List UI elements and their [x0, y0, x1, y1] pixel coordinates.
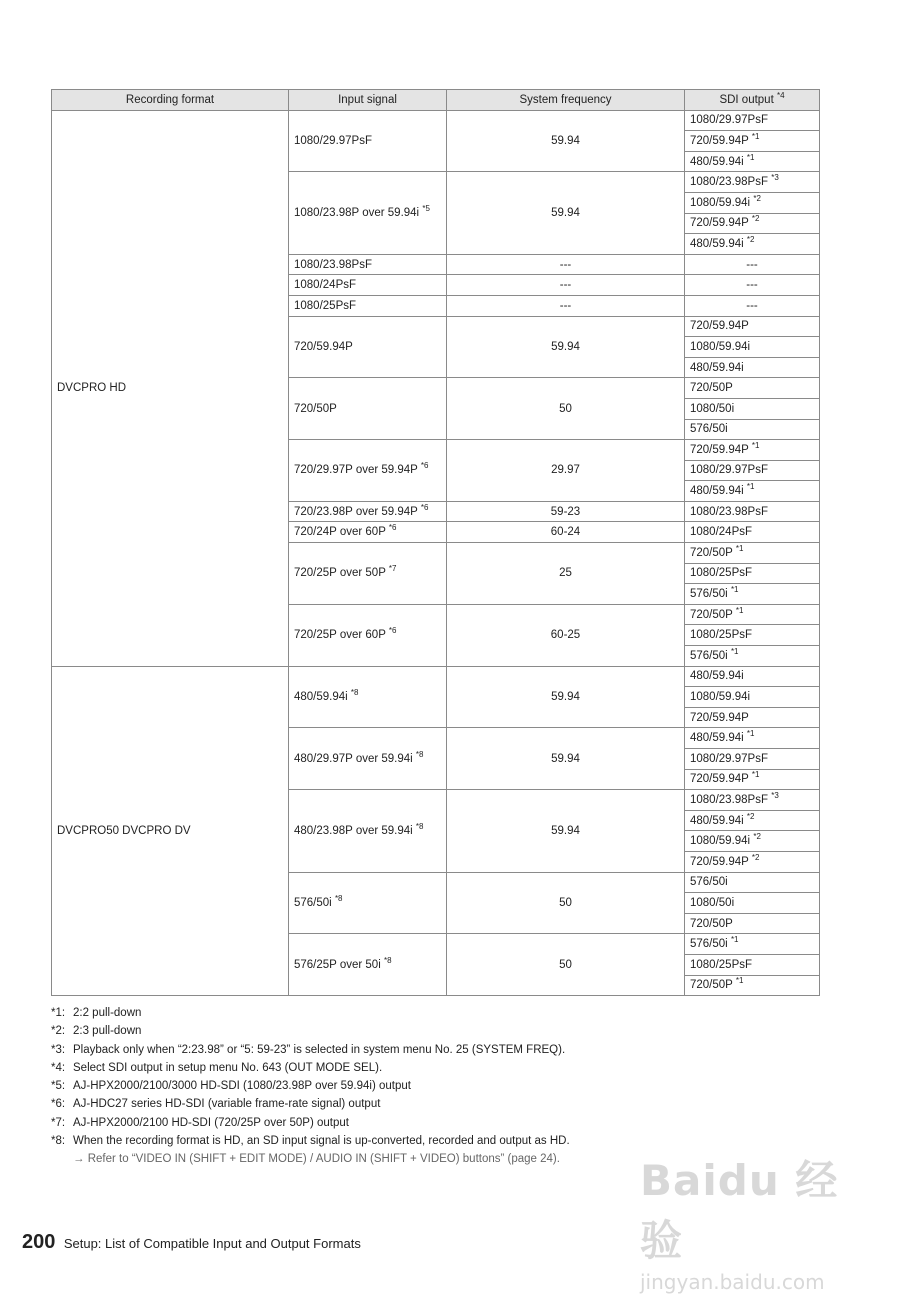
- input-signal-cell: [289, 254, 447, 275]
- input-signal-cell: [289, 440, 447, 502]
- baidu-watermark: [640, 1148, 870, 1294]
- footnote-key: *7:: [51, 1116, 66, 1129]
- sdi-output-text: 1080/59.94i: [690, 835, 751, 848]
- footnote-key: *5:: [51, 1080, 66, 1093]
- footnote-key: *3:: [51, 1043, 66, 1056]
- input-signal-text: 1080/24PsF: [294, 279, 357, 292]
- input-signal-cell: [289, 934, 447, 996]
- system-frequency-cell: 59.94: [447, 790, 685, 872]
- footnote: [51, 1041, 851, 1059]
- sdi-output-text: 480/59.94i: [690, 670, 744, 683]
- header-system-frequency: System frequency: [447, 90, 685, 111]
- sdi-output-cell: [685, 687, 820, 708]
- sdi-output-text: ---: [746, 279, 758, 292]
- sdi-output-cell: [685, 872, 820, 893]
- system-frequency-cell: 60-24: [447, 522, 685, 543]
- watermark-logo: Baidu 经验: [640, 1156, 839, 1265]
- sdi-output-cell: [685, 357, 820, 378]
- sdi-output-text: 720/59.94P: [690, 320, 749, 333]
- input-signal-text: 480/23.98P over 59.94i: [294, 824, 413, 837]
- input-signal-cell: [289, 728, 447, 790]
- sdi-output-text: 576/50i: [690, 938, 728, 951]
- input-signal-text: 720/25P over 60P: [294, 629, 386, 642]
- input-signal-cell: [289, 172, 447, 254]
- sdi-output-note: *2: [753, 193, 761, 203]
- sdi-output-note: *3: [771, 173, 779, 183]
- footnote: [51, 1095, 851, 1113]
- input-signal-cell: [289, 316, 447, 378]
- system-frequency-cell: 50: [447, 872, 685, 934]
- footnote-key: *2:: [51, 1025, 66, 1038]
- system-frequency-cell: 59.94: [447, 110, 685, 172]
- compatibility-table: [51, 89, 820, 996]
- input-signal-text: 480/29.97P over 59.94i: [294, 752, 413, 765]
- sdi-output-cell: [685, 419, 820, 440]
- sdi-output-cell: [685, 337, 820, 358]
- sdi-output-cell: [685, 851, 820, 872]
- input-signal-cell: [289, 522, 447, 543]
- sdi-output-cell: [685, 440, 820, 461]
- sdi-output-text: 720/50P: [690, 608, 733, 621]
- sdi-output-cell: [685, 275, 820, 296]
- sdi-output-text: 1080/59.94i: [690, 340, 751, 353]
- input-signal-cell: [289, 378, 447, 440]
- recording-format-cell: DVCPRO HD: [52, 110, 289, 666]
- sdi-output-text: 1080/50i: [690, 896, 735, 909]
- input-signal-cell: [289, 295, 447, 316]
- input-signal-text: 576/25P over 50i: [294, 958, 381, 971]
- footnote: [51, 1059, 851, 1077]
- input-signal-note: *6: [388, 523, 397, 533]
- input-signal-text: 1080/29.97PsF: [294, 134, 373, 147]
- sdi-output-text: 720/50P: [690, 979, 733, 992]
- system-frequency-cell: 60-25: [447, 604, 685, 666]
- input-signal-text: 1080/25PsF: [294, 299, 357, 312]
- sdi-output-text: 1080/29.97PsF: [690, 114, 769, 127]
- footnote-text: AJ-HPX2000/2100 HD-SDI (720/25P over 50P) output: [73, 1116, 349, 1129]
- sdi-output-cell: [685, 131, 820, 152]
- sdi-output-note: *2: [746, 811, 755, 821]
- system-frequency-cell: 59.94: [447, 316, 685, 378]
- sdi-output-text: 1080/24PsF: [690, 526, 753, 539]
- sdi-output-text: 720/50P: [690, 382, 733, 395]
- input-signal-cell: [289, 604, 447, 666]
- sdi-output-text: 480/59.94i: [690, 814, 744, 827]
- header-sdi-output: [685, 90, 820, 111]
- sdi-output-note: *1: [730, 646, 739, 656]
- page-reference-link[interactable]: → Refer to “VIDEO IN (SHIFT + EDIT MODE) / AUDIO IN (SHIFT + VIDEO) buttons” (page 24).: [73, 1153, 560, 1166]
- footnote-key: *8:: [51, 1135, 66, 1148]
- sdi-output-cell: [685, 254, 820, 275]
- sdi-output-text: 576/50i: [690, 649, 728, 662]
- sdi-output-text: 720/59.94P: [690, 773, 749, 786]
- input-signal-note: *8: [334, 893, 343, 903]
- footnote: [51, 1004, 851, 1022]
- input-signal-text: 720/25P over 50P: [294, 567, 386, 580]
- sdi-output-cell: [685, 563, 820, 584]
- sdi-output-text: 480/59.94i: [690, 155, 744, 168]
- sdi-output-cell: [685, 975, 820, 996]
- sdi-output-cell: [685, 460, 820, 481]
- sdi-output-text: 1080/50i: [690, 402, 735, 415]
- footnote: [51, 1022, 851, 1040]
- page-number: 200: [22, 1231, 56, 1253]
- sdi-output-cell: [685, 625, 820, 646]
- system-frequency-cell: ---: [447, 275, 685, 296]
- sdi-output-note: *1: [751, 440, 760, 450]
- sdi-output-note: *3: [771, 790, 779, 800]
- sdi-output-cell: [685, 172, 820, 193]
- header-sdi-output-note: *4: [776, 90, 785, 100]
- footnote-text: Select SDI output in setup menu No. 643 (OUT MODE SEL).: [73, 1061, 383, 1074]
- sdi-output-cell: [685, 954, 820, 975]
- footnote-text: AJ-HPX2000/2100/3000 HD-SDI (1080/23.98P over 59.94i) output: [73, 1080, 411, 1093]
- sdi-output-note: *2: [753, 832, 761, 842]
- input-signal-text: 1080/23.98PsF: [294, 258, 373, 271]
- sdi-output-text: 480/59.94i: [690, 732, 744, 745]
- input-signal-note: *5: [422, 204, 430, 214]
- header-input-signal: Input signal: [289, 90, 447, 111]
- sdi-output-text: 480/59.94i: [690, 361, 744, 374]
- footnote-key: *6:: [51, 1098, 66, 1111]
- sdi-output-cell: [685, 893, 820, 914]
- sdi-output-text: 1080/25PsF: [690, 629, 753, 642]
- sdi-output-text: 1080/59.94i: [690, 196, 751, 209]
- sdi-output-text: ---: [746, 299, 758, 312]
- input-signal-cell: [289, 110, 447, 172]
- table-row: [52, 666, 820, 687]
- sdi-output-cell: [685, 810, 820, 831]
- footnote: [51, 1114, 851, 1132]
- input-signal-note: *8: [383, 955, 392, 965]
- system-frequency-cell: 50: [447, 934, 685, 996]
- sdi-output-cell: [685, 501, 820, 522]
- sdi-output-cell: [685, 646, 820, 667]
- footnote-text: 2:3 pull-down: [73, 1025, 142, 1038]
- sdi-output-text: 720/59.94P: [690, 443, 749, 456]
- sdi-output-cell: [685, 584, 820, 605]
- sdi-output-text: 1080/29.97PsF: [690, 752, 769, 765]
- sdi-output-note: *1: [735, 605, 744, 615]
- recording-format-cell: DVCPRO50 DVCPRO DV: [52, 666, 289, 996]
- system-frequency-cell: 50: [447, 378, 685, 440]
- sdi-output-text: 720/59.94P: [690, 855, 749, 868]
- sdi-output-cell: [685, 934, 820, 955]
- sdi-output-cell: [685, 666, 820, 687]
- system-frequency-cell: 25: [447, 543, 685, 605]
- system-frequency-cell: ---: [447, 295, 685, 316]
- sdi-output-cell: [685, 192, 820, 213]
- sdi-output-cell: [685, 295, 820, 316]
- footnote-text: When the recording format is HD, an SD input signal is up-converted, recorded and output as HD.: [73, 1135, 570, 1148]
- input-signal-text: 576/50i: [294, 896, 332, 909]
- input-signal-text: 720/23.98P over 59.94P: [294, 505, 418, 518]
- sdi-output-text: 720/59.94P: [690, 217, 749, 230]
- sdi-output-note: *2: [751, 852, 760, 862]
- input-signal-note: *6: [420, 502, 429, 512]
- header-recording-format: Recording format: [52, 90, 289, 111]
- sdi-output-note: *1: [730, 935, 739, 945]
- table-row: [52, 110, 820, 131]
- sdi-output-text: 1080/59.94i: [690, 691, 751, 704]
- sdi-output-cell: [685, 604, 820, 625]
- sdi-output-cell: [685, 522, 820, 543]
- sdi-output-text: 1080/25PsF: [690, 958, 753, 971]
- input-signal-text: 720/59.94P: [294, 340, 353, 353]
- sdi-output-cell: [685, 831, 820, 852]
- sdi-output-cell: [685, 378, 820, 399]
- sdi-output-text: ---: [746, 258, 758, 271]
- footnote-text: Playback only when “2:23.98” or “5: 59-23” is selected in system menu No. 25 (SYSTEM FREQ).: [73, 1043, 566, 1056]
- sdi-output-text: 720/50P: [690, 546, 733, 559]
- input-signal-cell: [289, 666, 447, 728]
- sdi-output-cell: [685, 769, 820, 790]
- input-signal-text: 1080/23.98P over 59.94i: [294, 207, 420, 220]
- sdi-output-text: 1080/23.98PsF: [690, 505, 769, 518]
- system-frequency-cell: 59-23: [447, 501, 685, 522]
- input-signal-text: 720/50P: [294, 402, 337, 415]
- sdi-output-cell: [685, 481, 820, 502]
- sdi-output-note: *1: [735, 976, 744, 986]
- system-frequency-cell: ---: [447, 254, 685, 275]
- table-header-row: [52, 90, 820, 111]
- footnote-text: AJ-HDC27 series HD-SDI (variable frame-rate signal) output: [73, 1098, 381, 1111]
- section-title: Setup: List of Compatible Input and Output Formats: [63, 1236, 361, 1251]
- sdi-output-text: 720/50P: [690, 917, 733, 930]
- sdi-output-cell: [685, 790, 820, 811]
- input-signal-text: 720/29.97P over 59.94P: [294, 464, 418, 477]
- sdi-output-text: 576/50i: [690, 423, 728, 436]
- system-frequency-cell: 29.97: [447, 440, 685, 502]
- input-signal-note: *8: [415, 749, 424, 759]
- input-signal-note: *6: [420, 461, 429, 471]
- sdi-output-text: 1080/23.98PsF: [690, 793, 769, 806]
- sdi-output-cell: [685, 316, 820, 337]
- sdi-output-cell: [685, 398, 820, 419]
- input-signal-note: *6: [388, 626, 397, 636]
- sdi-output-text: 480/59.94i: [690, 485, 744, 498]
- sdi-output-text: 1080/25PsF: [690, 567, 753, 580]
- sdi-output-text: 1080/29.97PsF: [690, 464, 769, 477]
- input-signal-cell: [289, 501, 447, 522]
- sdi-output-note: *1: [735, 543, 744, 553]
- header-sdi-output-label: SDI output: [719, 93, 774, 106]
- sdi-output-note: *1: [746, 729, 755, 739]
- sdi-output-cell: [685, 543, 820, 564]
- sdi-output-cell: [685, 110, 820, 131]
- sdi-output-note: *1: [730, 585, 739, 595]
- input-signal-cell: [289, 543, 447, 605]
- sdi-output-text: 720/59.94P: [690, 711, 749, 724]
- sdi-output-cell: [685, 749, 820, 770]
- sdi-output-note: *2: [751, 214, 760, 224]
- input-signal-cell: [289, 790, 447, 872]
- sdi-output-text: 720/59.94P: [690, 134, 749, 147]
- input-signal-cell: [289, 275, 447, 296]
- input-signal-note: *8: [415, 821, 424, 831]
- sdi-output-cell: [685, 913, 820, 934]
- sdi-output-cell: [685, 728, 820, 749]
- sdi-output-cell: [685, 151, 820, 172]
- sdi-output-note: *1: [746, 482, 755, 492]
- sdi-output-cell: [685, 707, 820, 728]
- sdi-output-text: 576/50i: [690, 876, 728, 889]
- input-signal-note: *8: [350, 688, 359, 698]
- table-body: [52, 110, 820, 996]
- sdi-output-note: *1: [746, 152, 755, 162]
- system-frequency-cell: 59.94: [447, 666, 685, 728]
- sdi-output-note: *1: [751, 770, 760, 780]
- sdi-output-note: *1: [751, 131, 760, 141]
- sdi-output-cell: [685, 234, 820, 255]
- input-signal-text: 480/59.94i: [294, 691, 348, 704]
- system-frequency-cell: 59.94: [447, 728, 685, 790]
- footnote-key: *1:: [51, 1007, 66, 1019]
- footnote-text: 2:2 pull-down: [73, 1007, 142, 1019]
- sdi-output-note: *2: [746, 234, 755, 244]
- page-footer: [22, 1231, 361, 1254]
- system-frequency-cell: 59.94: [447, 172, 685, 254]
- sdi-output-cell: [685, 213, 820, 234]
- input-signal-cell: [289, 872, 447, 934]
- input-signal-note: *7: [388, 564, 397, 574]
- sdi-output-text: 1080/23.98PsF: [690, 176, 769, 189]
- watermark-url: jingyan.baidu.com: [640, 1270, 825, 1294]
- input-signal-text: 720/24P over 60P: [294, 526, 386, 539]
- footnotes: [51, 1004, 851, 1169]
- footnote: [51, 1077, 851, 1095]
- footnote-key: *4:: [51, 1061, 66, 1074]
- sdi-output-text: 576/50i: [690, 588, 728, 601]
- sdi-output-text: 480/59.94i: [690, 237, 744, 250]
